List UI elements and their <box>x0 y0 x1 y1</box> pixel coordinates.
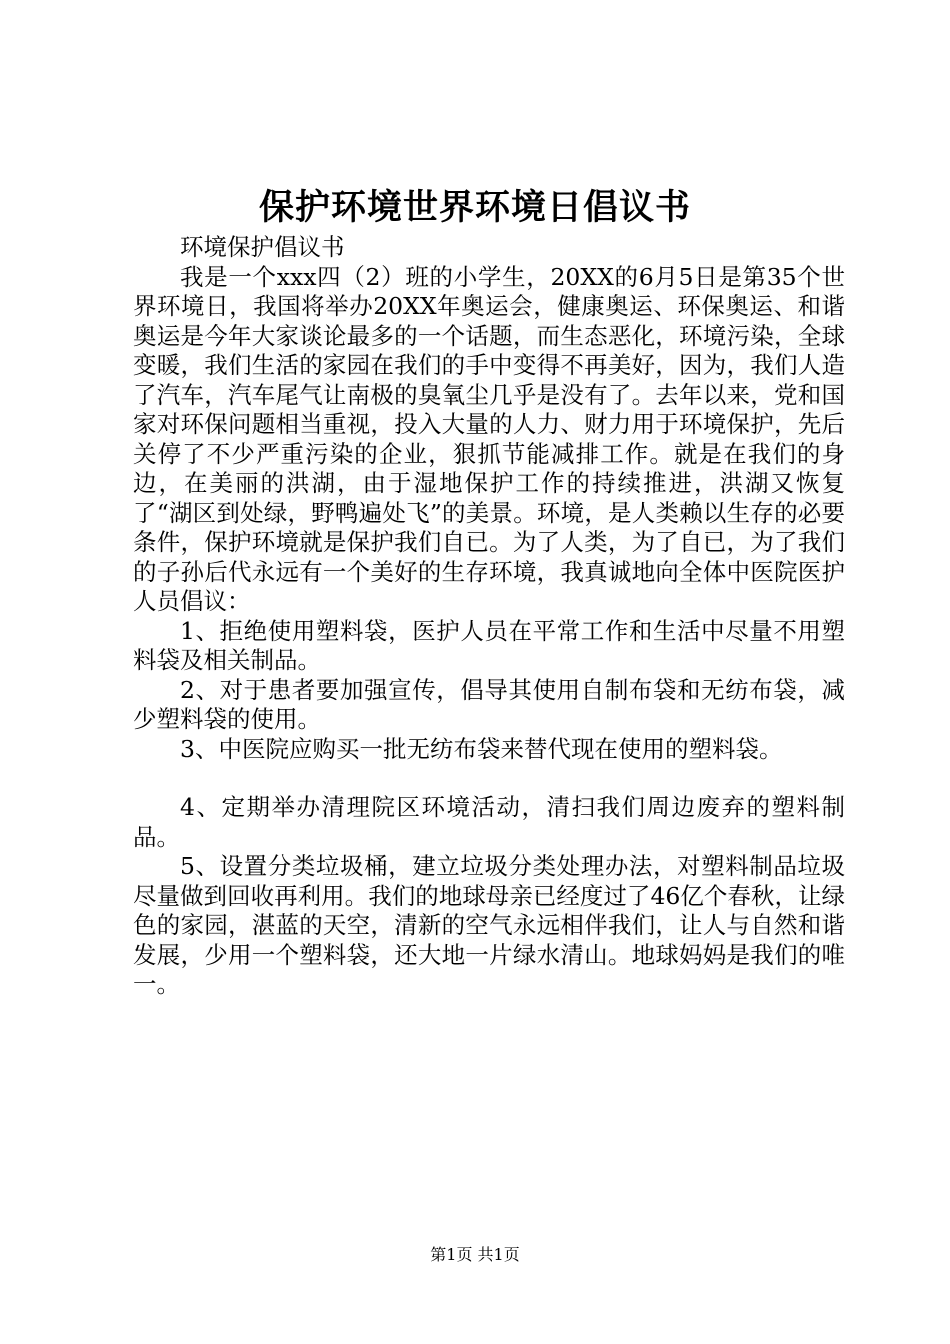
paragraph-item-1: 1、拒绝使用塑料袋，医护人员在平常工作和生活中尽量不用塑料袋及相关制品。 <box>133 616 845 674</box>
document-body <box>133 233 845 1000</box>
paragraph-item-4: 4、定期举办清理院区环境活动，清扫我们周边废弃的塑料制品。 <box>133 793 845 851</box>
paragraph-intro: 我是一个xxx四（2）班的小学生，20XX的6月5日是第35个世界环境日，我国将举办20XX年奥运会，健康奥运、环保奥运、和谐奥运是今年大家谈论最多的一个话题，而生态恶化，环境污染，全球变暖，我们生活的家园在我们的手中变得不再美好，因为，我们人造了汽车，汽车尾气让南极的臭氧尘几乎是没有了。去年以来，党和国家对环保问题相当重视，投入大量的人力、财力用于环境保护，先后关停了不少严重污染的企业，狠抓节能减排工作。就是在我们的身边，在美丽的洪湖，由于湿地保护工作的持续推进，洪湖又恢复了“湖区到处绿，野鸭遍处飞”的美景。环境，是人类赖以生存的必要条件，保护环境就是保护我们自已。为了人类，为了自已，为了我们的子孙后代永远有一个美好的生存环境，我真诚地向全体中医院医护人员倡议： <box>133 262 845 615</box>
paragraph-item-3: 3、中医院应购买一批无纺布袋来替代现在使用的塑料袋。 <box>180 734 783 763</box>
paragraph-item-5: 5、设置分类垃圾桶，建立垃圾分类处理办法，对塑料制品垃圾尽量做到回收再利用。我们的地球母亲已经度过了46亿个春秋，让绿色的家园，湛蓝的天空，清新的空气永远相伴我们，让人与自然和谐发展，少用一个塑料袋，还大地一片绿水清山。地球妈妈是我们的唯一。 <box>133 852 845 998</box>
paragraph-heading: 环境保护倡议书 <box>180 233 345 261</box>
paragraph-item-2: 2、对于患者要加强宣传，倡导其使用自制布袋和无纺布袋，减少塑料袋的使用。 <box>133 675 845 733</box>
document-title: 保护环境世界环境日倡议书 <box>258 187 691 228</box>
page-footer: 第1页 共1页 <box>430 1245 520 1264</box>
